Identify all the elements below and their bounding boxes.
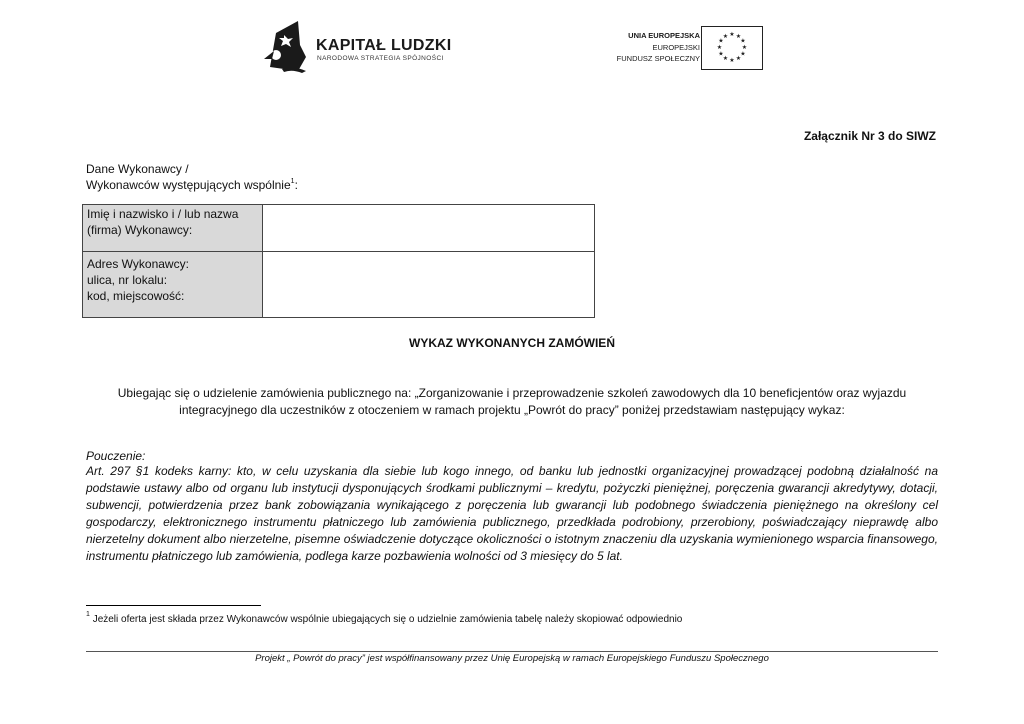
svg-text:★: ★ <box>716 44 723 51</box>
kapital-ludzki-emblem-icon <box>262 15 312 77</box>
kapital-ludzki-subtitle: NARODOWA STRATEGIA SPÓJNOŚCI <box>317 55 444 62</box>
table-row-name <box>83 205 594 252</box>
svg-text:★: ★ <box>735 55 742 62</box>
footnote-divider <box>86 605 261 606</box>
contractor-data-label: Dane Wykonawcy / <box>86 162 189 176</box>
svg-text:★: ★ <box>740 37 746 45</box>
contractor-table <box>82 204 595 318</box>
eu-logo-line2: EUROPEJSKI <box>652 43 700 52</box>
svg-text:★: ★ <box>740 50 746 58</box>
svg-text:★: ★ <box>718 37 724 45</box>
svg-text:★: ★ <box>722 55 729 62</box>
eu-logo-line1: UNIA EUROPEJSKA <box>628 31 700 40</box>
svg-text:★: ★ <box>718 50 724 58</box>
svg-text:★: ★ <box>722 33 729 40</box>
svg-text:★: ★ <box>741 44 748 51</box>
eu-logo-line3: FUNDUSZ SPOŁECZNY <box>616 54 700 63</box>
instruction-title: Pouczenie: <box>86 449 146 463</box>
svg-text:★: ★ <box>729 57 735 64</box>
kapital-ludzki-logo <box>262 15 462 77</box>
footnote-ref: 1 <box>290 178 295 185</box>
footnote: $^1$ Jeżeli oferta jest składa przez Wykonawców wspólnie ubiegających się o udzielnie zamówienia tabelę należy skopiować odpowiednio <box>86 611 683 625</box>
intro-paragraph: Ubiegając się o udzielenie zamówienia publicznego na: „Zorganizowanie i przeprowadzenie szkoleń zawodowych dla 10 beneficjentów oraz wyjazdu integracyjnego dla uczestników z otoczeniem w ramach projektu „Powrót do pracy” poniżej przedstawiam następujący wykaz: <box>117 386 907 417</box>
svg-text:★: ★ <box>735 33 742 40</box>
name-value-cell[interactable] <box>263 205 594 251</box>
footer-divider <box>86 651 938 652</box>
name-label-cell: Imię i nazwisko i / lub nazwa (firma) Wykonawcy: <box>83 205 263 251</box>
svg-text:★: ★ <box>729 31 735 38</box>
joint-contractors-label: Wykonawców występujących wspólnie$^1$: <box>86 178 298 192</box>
address-value-cell[interactable] <box>263 252 594 317</box>
kapital-ludzki-title: KAPITAŁ LUDZKI <box>316 37 452 54</box>
eu-logo <box>604 21 774 73</box>
page-heading: WYKAZ WYKONANYCH ZAMÓWIEŃ <box>409 336 615 350</box>
instruction-body: Art. 297 §1 kodeks karny: kto, w celu uzyskania dla siebie lub kogo innego, od banku lub jednostki organizacyjnej prowadzącej podobną działalność na podstawie ustawy albo od organu lub instytucji dysponujących środkami publicznymi – kredytu, pożyczki pieniężnej, poręczenia gwarancji akredytywy, dotacji, subwencji, potwierdzenia przez bank zobowiązania wynikającego z poręczenia lub gwarancji lub podobnego świadczenia pieniężnego na określony cel gospodarczy, elektronicznego instrumentu płatniczego lub zamówienia publicznego, przedkłada podrobiony, przerobiony, poświadczający nieprawdę albo nierzetelny dokument albo nierzetelne, pisemne oświadczenie dotyczące okoliczności o istotnym znaczeniu dla uzyskania wymienionego wsparcia finansowego, instrumentu płatniczego lub zamówienia, podlega karze pozbawienia wolności od 3 miesięcy do 5 lat. <box>86 464 938 563</box>
page-footer: Projekt „ Powrót do pracy” jest współfinansowany przez Unię Europejską w ramach Europejskiego Funduszu Społecznego <box>255 653 769 664</box>
attachment-label: Załącznik Nr 3 do SIWZ <box>803 129 936 143</box>
table-row-address <box>83 252 594 317</box>
eu-flag-icon <box>701 26 763 70</box>
address-label-cell: Adres Wykonawcy: ulica, nr lokalu: kod, miejscowość: <box>83 252 263 317</box>
